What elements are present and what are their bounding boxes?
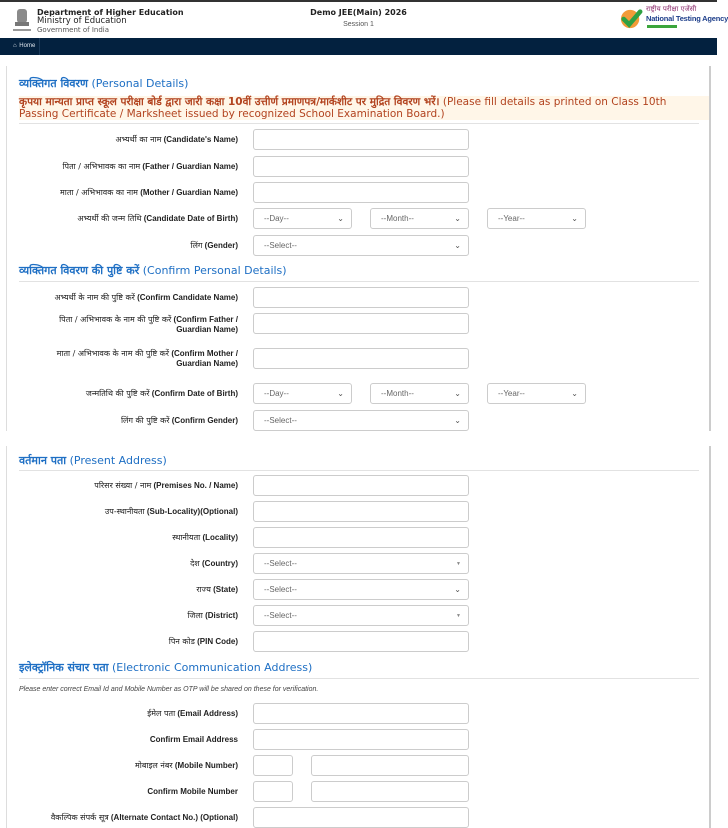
confirm-email-label: Confirm Email Address	[149, 735, 238, 744]
mobile-country-code-input[interactable]	[253, 755, 293, 776]
confirm-candidate-name-input[interactable]	[253, 287, 469, 308]
chevron-down-icon: ⌄	[571, 389, 578, 398]
father-name-label: पिता / अभिभावक का नाम (Father / Guardian Name)	[62, 162, 238, 171]
department-name: Department of Higher Education	[37, 8, 184, 17]
sub-locality-label: उप-स्थानीयता (Sub-Locality)(Optional)	[104, 507, 238, 516]
confirm-dob-year-select[interactable]: --Year-- ⌄	[487, 383, 586, 404]
notice-english: (Please fill details as printed on Class 10th Passing Certificate / Marksheet issued by recognized School Examination Board.)	[19, 96, 667, 120]
ministry-name: Ministry of Education	[37, 16, 127, 26]
electronic-address-heading	[19, 660, 312, 675]
chevron-down-icon: ⌄	[571, 214, 578, 223]
navbar	[0, 38, 717, 55]
divider	[19, 470, 699, 471]
mother-name-label: माता / अभिभावक का नाम (Mother / Guardian Name)	[60, 188, 238, 197]
confirm-dob-month-select[interactable]: --Month-- ⌄	[370, 383, 469, 404]
confirm-gender-select[interactable]: --Select-- ⌄	[253, 410, 469, 431]
dob-month-select[interactable]: --Month-- ⌄	[370, 208, 469, 229]
chevron-down-icon: ⌄	[454, 416, 461, 425]
father-name-input[interactable]	[253, 156, 469, 177]
alternate-contact-label: वैकल्पिक संपर्क सूत्र (Alternate Contact No.) (Optional)	[50, 813, 238, 822]
confirm-mother-name-label: माता / अभिभावक के नाम की पुष्टि करें (Confirm Mother / Guardian Name)	[56, 349, 238, 368]
district-select[interactable]: --Select-- ▼	[253, 605, 469, 626]
pin-code-label: पिन कोड (PIN Code)	[168, 637, 238, 646]
candidate-name-input[interactable]	[253, 129, 469, 150]
mobile-number-input[interactable]	[311, 755, 469, 776]
confirm-gender-label: लिंग की पुष्टि करें (Confirm Gender)	[120, 416, 238, 425]
otp-note: Please enter correct Email Id and Mobile Number as OTP will be shared on these for verification.	[19, 686, 319, 693]
nav-home-label: Home	[19, 43, 36, 49]
site-header	[0, 0, 728, 38]
state-label: राज्य (State)	[196, 585, 238, 594]
nta-english-name: National Testing Agency	[646, 14, 728, 23]
confirm-mobile-label: Confirm Mobile Number	[147, 787, 238, 796]
heading-hindi: इलेक्ट्रॉनिक संचार पता	[19, 661, 109, 674]
confirm-dob-label: जन्मतिथि की पुष्टि करें (Confirm Date of Birth)	[85, 389, 238, 398]
chevron-down-icon: ⌄	[454, 389, 461, 398]
mobile-label: मोबाइल नंबर (Mobile Number)	[134, 761, 238, 770]
confirm-father-name-label: पिता / अभिभावक के नाम की पुष्टि करें (Confirm Father / Guardian Name)	[59, 315, 238, 334]
heading-hindi: व्यक्तिगत विवरण	[19, 77, 88, 90]
exam-session: Session 1	[343, 21, 374, 28]
caret-down-icon: ▼	[456, 613, 461, 619]
pin-code-input[interactable]	[253, 631, 469, 652]
confirm-mobile-number-input[interactable]	[311, 781, 469, 802]
government-name: Government of India	[37, 26, 110, 34]
heading-english: (Present Address)	[69, 454, 167, 467]
dob-day-select[interactable]: --Day-- ⌄	[253, 208, 352, 229]
gender-label: लिंग (Gender)	[190, 241, 238, 250]
chevron-down-icon: ⌄	[454, 585, 461, 594]
divider	[19, 281, 699, 282]
email-label: ईमेल पता (Email Address)	[147, 709, 238, 718]
country-label: देश (Country)	[190, 559, 238, 568]
confirm-details-heading	[19, 263, 287, 278]
exam-title: Demo JEE(Main) 2026	[310, 8, 407, 17]
caret-down-icon: ▼	[456, 561, 461, 567]
confirm-father-name-input[interactable]	[253, 313, 469, 334]
chevron-down-icon: ⌄	[454, 241, 461, 250]
chevron-down-icon: ⌄	[337, 389, 344, 398]
nav-home-link[interactable]	[0, 38, 40, 55]
district-label: जिला (District)	[187, 611, 238, 620]
mother-name-input[interactable]	[253, 182, 469, 203]
alternate-contact-input[interactable]	[253, 807, 469, 828]
nta-tagline-bar	[647, 25, 677, 28]
confirm-candidate-name-label: अभ्यर्थी के नाम की पुष्टि करें (Confirm Candidate Name)	[54, 293, 238, 302]
gender-select[interactable]: --Select-- ⌄	[253, 235, 469, 256]
nta-check-logo-icon	[620, 8, 642, 30]
country-select[interactable]: --Select-- ▼	[253, 553, 469, 574]
heading-english: (Personal Details)	[91, 77, 189, 90]
sub-locality-input[interactable]	[253, 501, 469, 522]
heading-hindi: वर्तमान पता	[19, 454, 67, 467]
heading-english: (Electronic Communication Address)	[111, 661, 313, 674]
personal-details-panel	[6, 66, 711, 431]
confirm-email-input[interactable]	[253, 729, 469, 750]
instruction-notice	[19, 96, 709, 120]
divider	[19, 678, 699, 679]
home-icon: ⌂	[13, 43, 17, 49]
chevron-down-icon: ⌄	[337, 214, 344, 223]
heading-english: (Confirm Personal Details)	[142, 264, 287, 277]
candidate-name-label: अभ्यर्थी का नाम (Candidate's Name)	[115, 135, 238, 144]
present-address-heading	[19, 453, 167, 468]
nta-logo-block	[620, 4, 728, 36]
confirm-mother-name-input[interactable]	[253, 348, 469, 369]
premises-label: परिसर संख्या / नाम (Premises No. / Name)	[94, 481, 238, 490]
heading-hindi: व्यक्तिगत विवरण की पुष्टि करें	[19, 264, 140, 277]
divider	[19, 123, 699, 124]
state-select[interactable]: --Select-- ⌄	[253, 579, 469, 600]
dob-year-select[interactable]: --Year-- ⌄	[487, 208, 586, 229]
chevron-down-icon: ⌄	[454, 214, 461, 223]
nta-hindi-name: राष्ट्रीय परीक्षा एजेंसी	[646, 5, 697, 13]
locality-input[interactable]	[253, 527, 469, 548]
confirm-dob-day-select[interactable]: --Day-- ⌄	[253, 383, 352, 404]
address-panel	[6, 446, 711, 828]
confirm-mobile-country-code-input[interactable]	[253, 781, 293, 802]
locality-label: स्थानीयता (Locality)	[172, 533, 238, 542]
dob-label: अभ्यर्थी की जन्म तिथि (Candidate Date of Birth)	[77, 214, 238, 223]
premises-input[interactable]	[253, 475, 469, 496]
notice-hindi: कृपया मान्यता प्राप्त स्कूल परीक्षा बोर्ड द्वारा जारी कक्षा 10वीं उत्तीर्ण प्रमाणपत्र/मार्कशीट पर मुद्रित विवरण भरें।	[19, 96, 440, 108]
personal-details-heading	[19, 76, 188, 91]
email-input[interactable]	[253, 703, 469, 724]
